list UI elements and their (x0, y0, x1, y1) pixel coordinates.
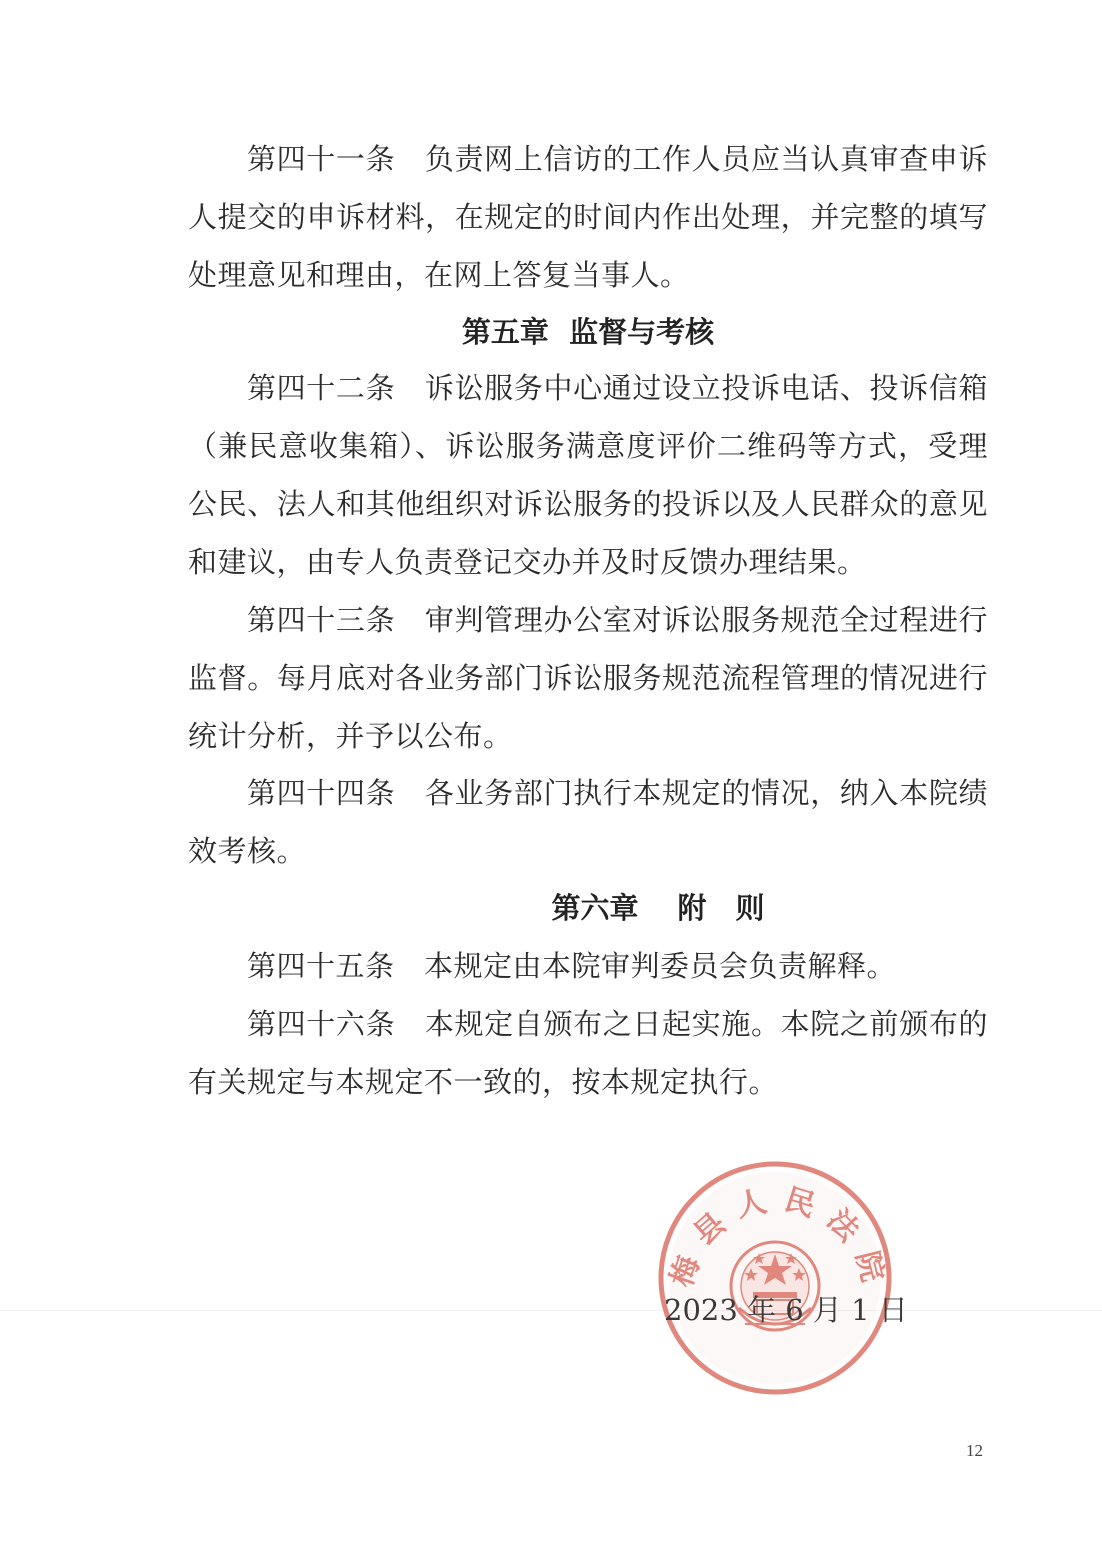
article-44-line-1: 第四十四条 各业务部门执行本规定的情况，纳入本院绩 (247, 776, 988, 810)
article-42-line-2: （兼民意收集箱）、诉讼服务满意度评价二维码等方式，受理 (188, 429, 988, 463)
chapter-5-heading: 第五章 监督与考核 (461, 315, 715, 349)
article-42-line-3: 公民、法人和其他组织对诉讼服务的投诉以及人民群众的意见 (188, 487, 988, 521)
article-45-line-1: 第四十五条 本规定由本院审判委员会负责解释。 (247, 949, 897, 983)
article-41-line-3: 处理意见和理由，在网上答复当事人。 (188, 258, 690, 292)
chapter-6-heading: 第六章 附 则 (551, 891, 765, 925)
article-46-line-2: 有关规定与本规定不一致的，按本规定执行。 (188, 1065, 779, 1099)
seal-text: 梅县人民法院 (664, 1181, 894, 1299)
page-number: 12 (966, 1441, 983, 1460)
article-41-line-1: 第四十一条 负责网上信访的工作人员应当认真审查申诉 (247, 142, 988, 176)
article-42-line-1: 第四十二条 诉讼服务中心通过设立投诉电话、投诉信箱 (247, 371, 988, 405)
article-42-line-4: 和建议，由专人负责登记交办并及时反馈办理结果。 (188, 545, 867, 579)
article-46-line-1: 第四十六条 本规定自颁布之日起实施。本院之前颁布的 (247, 1007, 988, 1041)
article-43-line-1: 第四十三条 审判管理办公室对诉讼服务规范全过程进行 (247, 603, 988, 637)
article-43-line-3: 统计分析，并予以公布。 (188, 719, 513, 753)
scan-artifact-line (0, 1310, 1102, 1311)
article-44-line-2: 效考核。 (188, 834, 307, 868)
court-seal-stamp (655, 1158, 895, 1398)
signature-date: 2023 年 6 月 1 日 (664, 1293, 908, 1327)
article-43-line-2: 监督。每月底对各业务部门诉讼服务规范流程管理的情况进行 (188, 661, 988, 695)
article-41-line-2: 人提交的申诉材料，在规定的时间内作出处理，并完整的填写 (188, 200, 988, 234)
